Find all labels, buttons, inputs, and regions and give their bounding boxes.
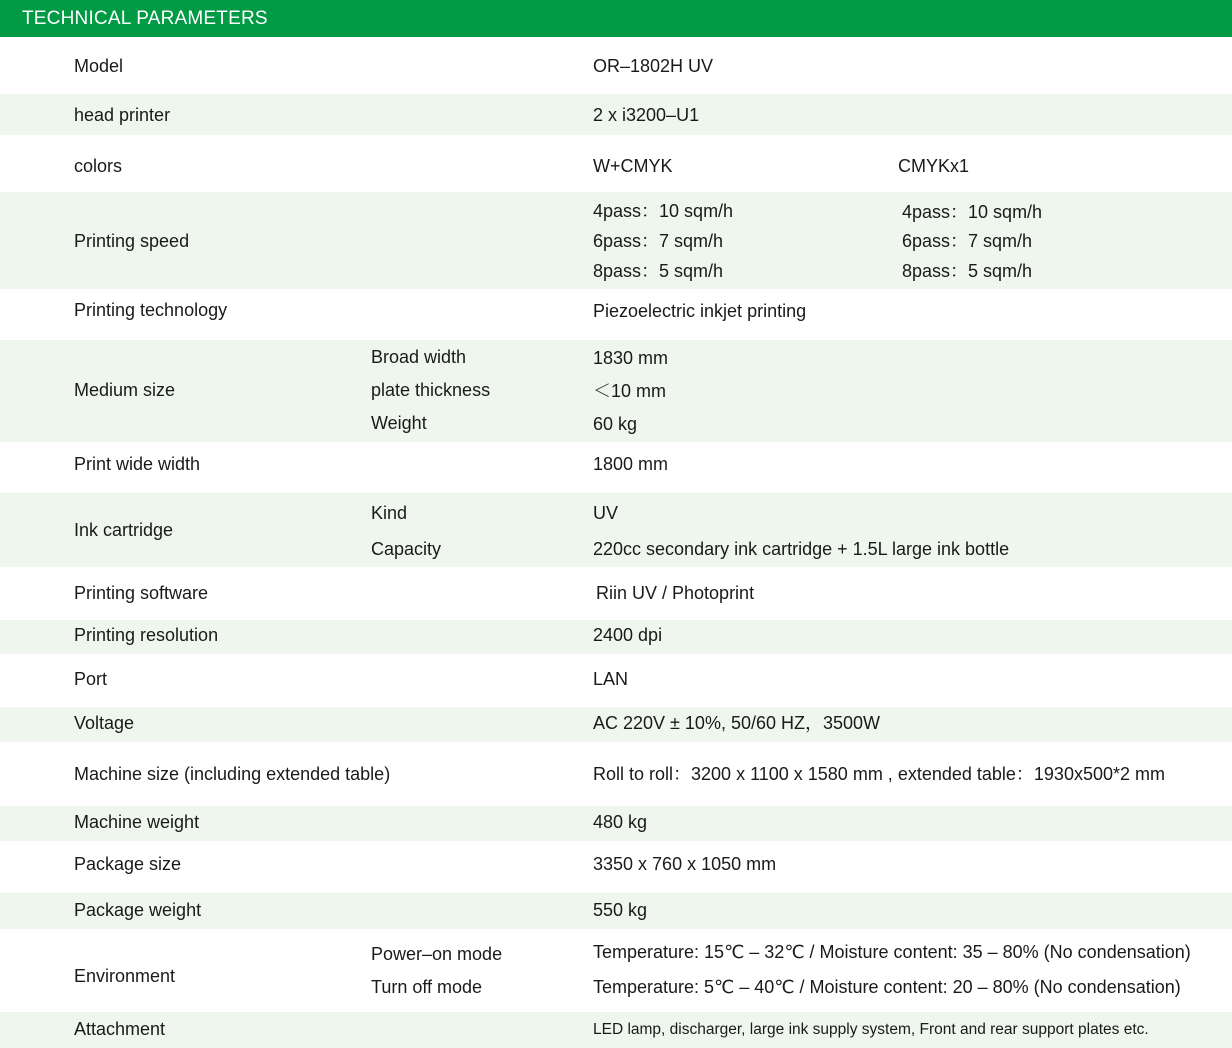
- value-colors-2: CMYKx1: [898, 156, 970, 176]
- row-head-printer: [0, 94, 1232, 135]
- section-title: TECHNICAL PARAMETERS: [22, 8, 268, 29]
- row-environment: [0, 929, 1232, 1012]
- value-turn-off-mode: Temperature: 5℃ – 40℃ / Moisture content: 20 – 80% (No condensation): [593, 977, 1181, 997]
- value-port: LAN: [593, 669, 629, 689]
- row-model: [0, 37, 1232, 94]
- value-attachment: LED lamp, discharger, large ink supply system, Front and rear support plates etc.: [593, 1021, 1149, 1038]
- row-printing-technology: [0, 289, 1232, 340]
- label-head-printer: head printer: [74, 105, 171, 125]
- label-attachment: Attachment: [74, 1019, 166, 1039]
- label-machine-size: Machine size (including extended table): [74, 764, 391, 784]
- row-printing-resolution: [0, 620, 1232, 654]
- value-machine-size: Roll to roll：3200 x 1100 x 1580 mm , extended table：1930x500*2 mm: [593, 764, 1165, 784]
- value-printing-resolution: 2400 dpi: [593, 625, 663, 645]
- section-header: [0, 0, 1232, 37]
- label-machine-weight: Machine weight: [74, 812, 200, 832]
- label-environment: Environment: [74, 966, 176, 986]
- value-model: OR–1802H UV: [593, 56, 714, 76]
- label-printing-speed: Printing speed: [74, 231, 190, 251]
- value-printing-technology: Piezoelectric inkjet printing: [593, 301, 807, 321]
- value-head-printer: 2 x i3200–U1: [593, 105, 700, 125]
- row-package-weight: [0, 893, 1232, 929]
- row-voltage: [0, 707, 1232, 742]
- value-power-on-mode: Temperature: 15℃ – 32℃ / Moisture content: 35 – 80% (No condensation): [593, 942, 1191, 962]
- sub-power-on-mode: Power–on mode: [371, 944, 503, 964]
- value-plate-thickness: ＜10 mm: [593, 381, 667, 401]
- value-machine-weight: 480 kg: [593, 812, 648, 832]
- value-weight: 60 kg: [593, 414, 638, 434]
- value-speed-2-6pass: 6pass：7 sqm/h: [902, 231, 1033, 251]
- row-colors: [0, 135, 1232, 192]
- row-attachment: [0, 1012, 1232, 1048]
- value-speed-1-4pass: 4pass：10 sqm/h: [593, 201, 734, 221]
- value-colors-1: W+CMYK: [593, 156, 673, 176]
- value-speed-2-8pass: 8pass：5 sqm/h: [902, 261, 1033, 281]
- row-medium-size: [0, 340, 1232, 442]
- value-package-weight: 550 kg: [593, 900, 648, 920]
- row-port: [0, 654, 1232, 707]
- label-printing-technology: Printing technology: [74, 300, 228, 320]
- row-printing-speed: [0, 192, 1232, 289]
- value-speed-2-4pass: 4pass：10 sqm/h: [902, 202, 1043, 222]
- label-colors: colors: [74, 156, 123, 176]
- row-print-wide-width: [0, 442, 1232, 493]
- value-package-size: 3350 x 760 x 1050 mm: [593, 854, 777, 874]
- value-kind: UV: [593, 503, 619, 523]
- value-capacity: 220cc secondary ink cartridge + 1.5L large ink bottle: [593, 539, 1010, 559]
- label-medium-size: Medium size: [74, 380, 176, 400]
- value-print-wide-width: 1800 mm: [593, 454, 669, 474]
- row-machine-size: [0, 742, 1232, 806]
- label-printing-software: Printing software: [74, 583, 209, 603]
- label-package-size: Package size: [74, 854, 182, 874]
- sub-kind: Kind: [371, 503, 408, 523]
- value-printing-software: Riin UV / Photoprint: [596, 583, 755, 603]
- value-speed-1-8pass: 8pass：5 sqm/h: [593, 261, 724, 281]
- label-ink-cartridge: Ink cartridge: [74, 520, 174, 540]
- label-voltage: Voltage: [74, 713, 135, 733]
- value-voltage: AC 220V ± 10%, 50/60 HZ，3500W: [593, 713, 881, 733]
- label-model: Model: [74, 56, 124, 76]
- sub-plate-thickness: plate thickness: [371, 380, 491, 400]
- label-print-wide-width: Print wide width: [74, 454, 201, 474]
- sub-weight: Weight: [371, 413, 427, 433]
- row-printing-software: [0, 567, 1232, 620]
- row-ink-cartridge: [0, 493, 1232, 567]
- label-package-weight: Package weight: [74, 900, 202, 920]
- label-printing-resolution: Printing resolution: [74, 625, 219, 645]
- value-broad-width: 1830 mm: [593, 348, 669, 368]
- row-package-size: [0, 841, 1232, 893]
- sub-turn-off-mode: Turn off mode: [371, 977, 483, 997]
- value-speed-1-6pass: 6pass：7 sqm/h: [593, 231, 724, 251]
- sub-broad-width: Broad width: [371, 347, 467, 367]
- row-machine-weight: [0, 806, 1232, 841]
- label-port: Port: [74, 669, 108, 689]
- sub-capacity: Capacity: [371, 539, 442, 559]
